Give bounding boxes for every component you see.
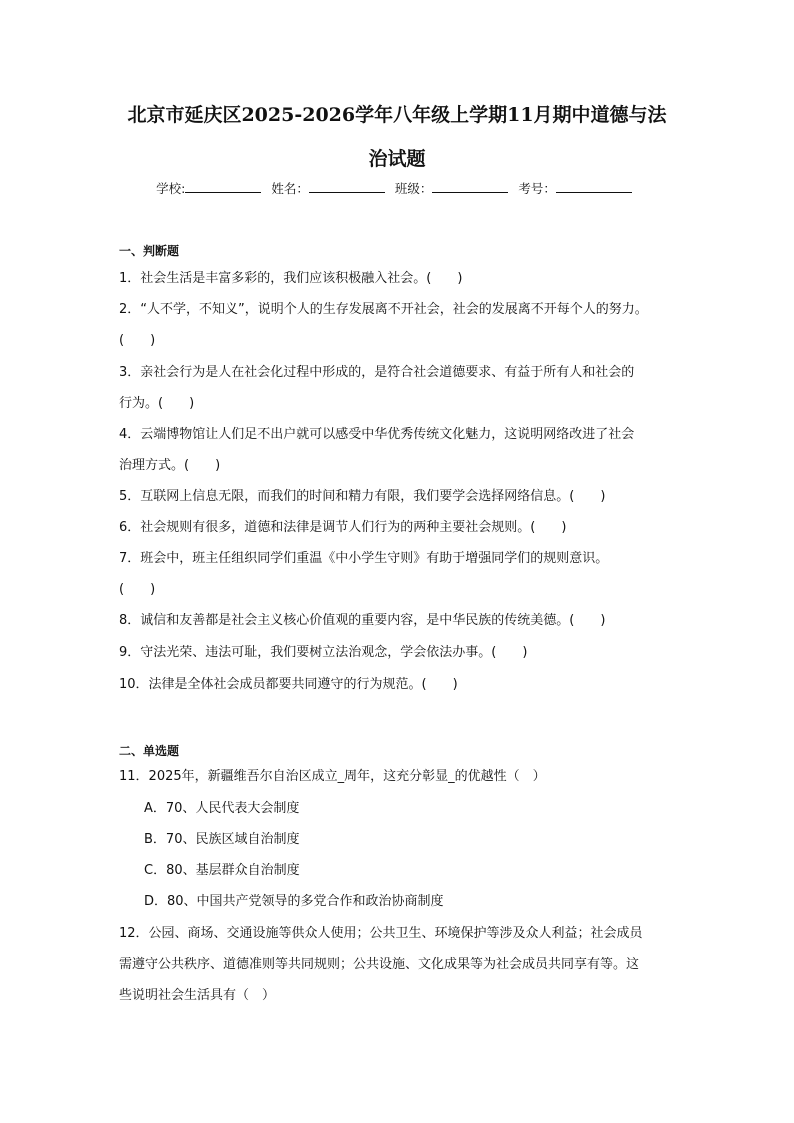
class-label: 班级： (394, 181, 433, 196)
number-blank[interactable] (556, 180, 632, 193)
judge-line: 4．云端博物馆让人们足不出户就可以感受中华优秀传统文化魅力，这说明网络改进了社会 (119, 427, 635, 442)
judge-line: 10．法律是全体社会成员都要共同遵守的行为规范。( ) (119, 677, 458, 692)
judge-line: 3．亲社会行为是人在社会化过程中形成的，是符合社会道德要求、有益于所有人和社会的 (119, 365, 635, 380)
question-11-option-d[interactable]: D．80、中国共产党领导的多党合作和政治协商制度 (144, 894, 444, 909)
question-11-option-b[interactable]: B．70、民族区域自治制度 (144, 832, 300, 847)
question-11-option-c[interactable]: C．80、基层群众自治制度 (144, 863, 300, 878)
judge-line: 行为。( ) (119, 396, 195, 411)
section-heading-judge: 一、判断题 (119, 244, 180, 258)
class-blank[interactable] (432, 180, 508, 193)
question-12-line: 些说明社会生活具有（ ） (119, 988, 276, 1003)
name-blank[interactable] (309, 180, 385, 193)
judge-line: 5．互联网上信息无限，而我们的时间和精力有限，我们要学会选择网络信息。( ) (119, 489, 606, 504)
exam-title-line-2: 治试题 (368, 148, 426, 170)
school-label: 学校: (156, 181, 186, 196)
student-info-row (0, 180, 794, 198)
exam-title-line-1: 北京市延庆区2025-2026学年八年级上学期11月期中道德与法 (127, 104, 667, 126)
number-label: 考号： (518, 181, 556, 196)
section-heading-single: 二、单选题 (119, 744, 180, 758)
judge-line: 6．社会规则有很多，道德和法律是调节人们行为的两种主要社会规则。( ) (119, 520, 567, 535)
question-12-line: 12．公园、商场、交通设施等供众人使用；公共卫生、环境保护等涉及众人利益；社会成员 (119, 926, 643, 941)
question-11-option-a[interactable]: A．70、人民代表大会制度 (144, 801, 300, 816)
judge-line: ( ) (119, 333, 156, 348)
name-label: 姓名： (271, 181, 309, 196)
question-12-line: 需遵守公共秩序、道德准则等共同规则；公共设施、文化成果等为社会成员共同享有等。这 (119, 957, 640, 972)
judge-line: 7．班会中，班主任组织同学们重温《中小学生守则》有助于增强同学们的规则意识。 (119, 551, 609, 566)
question-11-stem: 11．2025年，新疆维吾尔自治区成立_周年，这充分彰显_的优越性（ ） (119, 769, 546, 784)
school-blank[interactable] (185, 180, 261, 193)
judge-line: 治理方式。( ) (119, 458, 221, 473)
judge-line: 9．守法光荣、违法可耻，我们要树立法治观念，学会依法办事。( ) (119, 645, 528, 660)
judge-line: 1．社会生活是丰富多彩的，我们应该积极融入社会。( ) (119, 271, 463, 286)
judge-line: 2．“人不学，不知义”，说明个人的生存发展离不开社会，社会的发展离不开每个人的努力。 (119, 302, 648, 317)
judge-line: 8．诚信和友善都是社会主义核心价值观的重要内容，是中华民族的传统美德。( ) (119, 613, 606, 628)
judge-line: ( ) (119, 582, 156, 597)
